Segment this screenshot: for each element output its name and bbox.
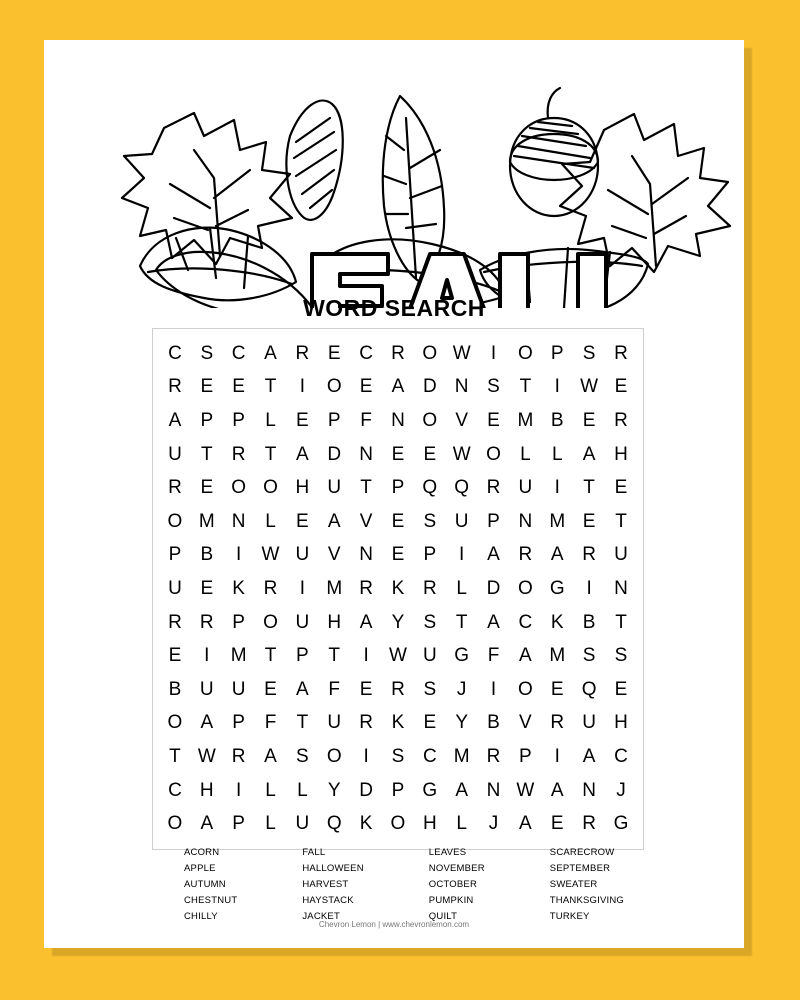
grid-letter[interactable]: R	[168, 376, 182, 398]
grid-letter[interactable]: T	[328, 645, 341, 667]
grid-letter[interactable]: R	[486, 745, 501, 767]
grid-letter[interactable]: R	[614, 342, 628, 364]
grid-letter[interactable]: C	[518, 611, 533, 633]
grid-letter[interactable]: P	[519, 745, 532, 767]
grid-letter[interactable]: J	[616, 779, 626, 801]
grid-letter[interactable]: E	[487, 409, 500, 431]
grid-letter[interactable]: M	[517, 409, 534, 431]
word-list-item[interactable]: THANKSGIVING	[549, 895, 624, 906]
grid-letter[interactable]: P	[550, 342, 564, 364]
grid-letter[interactable]: N	[614, 577, 628, 599]
grid-letter[interactable]: U	[422, 645, 437, 667]
grid-letter[interactable]: S	[423, 510, 437, 532]
grid-row	[159, 774, 637, 808]
grid-letter[interactable]: O	[517, 342, 533, 364]
grid-letter[interactable]: R	[582, 813, 596, 835]
grid-letter[interactable]: K	[550, 611, 564, 633]
grid-letter[interactable]: T	[264, 376, 277, 398]
grid-letter[interactable]: P	[200, 409, 214, 431]
grid-letter[interactable]: O	[263, 611, 278, 633]
grid-letter[interactable]: V	[327, 544, 341, 566]
word-list-item[interactable]: CHILLY	[184, 911, 218, 922]
grid-letter[interactable]: B	[582, 611, 596, 633]
grid-letter[interactable]: A	[264, 342, 277, 364]
grid-letter[interactable]: U	[454, 510, 469, 532]
word-list-item[interactable]: FALL	[302, 847, 326, 858]
grid-row	[159, 337, 637, 371]
grid-letter[interactable]: R	[422, 577, 437, 599]
grid-letter[interactable]: O	[326, 376, 342, 398]
grid-letter[interactable]: E	[168, 645, 182, 667]
grid-letter[interactable]: H	[295, 477, 310, 499]
grid-letter[interactable]: D	[486, 577, 501, 599]
grid-letter[interactable]: N	[454, 376, 469, 398]
grid-letter[interactable]: L	[551, 443, 563, 465]
word-list-item[interactable]: HAYSTACK	[302, 895, 354, 906]
grid-letter[interactable]: B	[550, 409, 564, 431]
grid-letter[interactable]: A	[168, 409, 182, 431]
grid-letter[interactable]: T	[615, 611, 627, 633]
grid-letter[interactable]: L	[265, 779, 276, 801]
grid-letter[interactable]: U	[327, 712, 342, 734]
grid-letter[interactable]: M	[326, 577, 343, 599]
grid-letter[interactable]: S	[423, 611, 437, 633]
grid-letter[interactable]: I	[554, 376, 560, 398]
grid-letter[interactable]: E	[232, 376, 245, 398]
grid-letter[interactable]: N	[359, 443, 373, 465]
grid-letter[interactable]: N	[231, 510, 246, 532]
grid-letter[interactable]: W	[261, 544, 280, 566]
grid-letter[interactable]: O	[390, 813, 406, 835]
grid-letter[interactable]: A	[550, 779, 564, 801]
grid-letter[interactable]: L	[265, 409, 276, 431]
grid-letter[interactable]: I	[490, 678, 497, 700]
grid-letter[interactable]: B	[487, 712, 500, 734]
grid-letter[interactable]: S	[582, 645, 596, 667]
grid-letter[interactable]: O	[167, 813, 183, 835]
grid-row	[159, 539, 637, 573]
grid-letter[interactable]: P	[232, 712, 245, 734]
word-list-item[interactable]: LEAVES	[428, 847, 467, 858]
grid-letter[interactable]: E	[359, 376, 373, 398]
grid-letter[interactable]: N	[486, 779, 501, 801]
word-list-item[interactable]: HALLOWEEN	[302, 863, 364, 874]
grid-row	[159, 471, 637, 505]
grid-letter[interactable]: E	[359, 678, 373, 700]
word-list-item[interactable]: AUTUMN	[184, 879, 226, 890]
letter-grid-table	[159, 337, 637, 841]
grid-letter[interactable]: L	[456, 577, 467, 599]
grid-letter[interactable]: R	[486, 477, 501, 499]
grid-letter[interactable]: F	[328, 678, 341, 700]
grid-letter[interactable]: S	[487, 376, 500, 398]
grid-letter[interactable]: D	[359, 779, 373, 801]
grid-letter[interactable]: Y	[327, 779, 341, 801]
grid-letter[interactable]: L	[520, 443, 531, 465]
grid-letter[interactable]: C	[168, 342, 182, 364]
word-list-item[interactable]: PUMPKIN	[428, 895, 474, 906]
grid-letter[interactable]: S	[200, 342, 214, 364]
grid-row	[159, 572, 637, 606]
grid-letter[interactable]: T	[455, 611, 468, 633]
grid-letter[interactable]: U	[168, 577, 182, 599]
word-list-item[interactable]: SEPTEMBER	[549, 863, 611, 874]
grid-letter[interactable]: T	[615, 510, 627, 532]
grid-letter[interactable]: L	[265, 813, 276, 835]
grid-row	[159, 707, 637, 741]
grid-letter[interactable]: A	[455, 779, 468, 801]
grid-letter[interactable]: D	[327, 443, 342, 465]
grid-letter[interactable]: A	[327, 510, 341, 532]
grid-letter[interactable]: E	[391, 443, 405, 465]
word-list-item[interactable]: ACORN	[184, 847, 220, 858]
grid-letter[interactable]: R	[359, 577, 373, 599]
grid-letter[interactable]: M	[549, 510, 566, 532]
grid-letter[interactable]: A	[487, 544, 500, 566]
grid-letter[interactable]: R	[295, 342, 310, 364]
word-list-item[interactable]: APPLE	[184, 863, 216, 874]
grid-letter[interactable]: J	[456, 678, 467, 700]
grid-letter[interactable]: A	[582, 745, 596, 767]
credit-line: Chevron Lemon | www.chevronlemon.com	[318, 920, 470, 929]
grid-letter[interactable]: S	[614, 645, 628, 667]
grid-letter[interactable]: O	[486, 443, 501, 465]
grid-letter[interactable]: I	[299, 376, 305, 398]
grid-letter[interactable]: D	[422, 376, 437, 398]
grid-letter[interactable]: E	[391, 510, 405, 532]
grid-letter[interactable]: U	[295, 813, 310, 835]
grid-letter[interactable]: I	[554, 477, 560, 499]
grid-letter[interactable]: S	[423, 678, 437, 700]
grid-letter[interactable]: U	[295, 611, 310, 633]
grid-letter[interactable]: H	[422, 813, 437, 835]
grid-letter[interactable]: P	[168, 544, 182, 566]
grid-letter[interactable]: E	[550, 678, 564, 700]
grid-letter[interactable]: E	[391, 544, 405, 566]
grid-letter[interactable]: A	[264, 745, 277, 767]
grid-row	[159, 807, 637, 841]
grid-letter[interactable]: A	[487, 611, 500, 633]
grid-letter[interactable]: M	[549, 645, 566, 667]
word-list-item[interactable]: NOVEMBER	[428, 863, 485, 874]
grid-letter[interactable]: E	[423, 712, 437, 734]
grid-letter[interactable]: I	[459, 544, 465, 566]
word-list-item[interactable]: CHESTNUT	[184, 895, 238, 906]
grid-letter[interactable]: O	[167, 510, 183, 532]
grid-letter[interactable]: E	[200, 477, 214, 499]
grid-letter[interactable]: P	[423, 544, 437, 566]
grid-letter[interactable]: I	[363, 745, 369, 767]
grid-row	[159, 740, 637, 774]
grid-letter[interactable]: O	[517, 678, 533, 700]
grid-letter[interactable]: M	[230, 645, 247, 667]
grid-letter[interactable]: Y	[455, 712, 468, 734]
grid-letter[interactable]: C	[614, 745, 628, 767]
grid-letter[interactable]: U	[582, 712, 596, 734]
grid-letter[interactable]: O	[263, 477, 278, 499]
grid-letter[interactable]: B	[168, 678, 182, 700]
grid-letter[interactable]: I	[204, 645, 210, 667]
grid-letter[interactable]: L	[456, 813, 467, 835]
grid-letter[interactable]: U	[168, 443, 182, 465]
grid-letter[interactable]: B	[200, 544, 214, 566]
grid-letter[interactable]: R	[550, 712, 565, 734]
word-list	[184, 845, 624, 925]
grid-letter[interactable]: R	[231, 443, 246, 465]
grid-letter[interactable]: L	[297, 779, 308, 801]
grid-letter[interactable]: W	[197, 745, 216, 767]
grid-letter[interactable]: S	[296, 745, 309, 767]
grid-letter[interactable]: I	[490, 342, 497, 364]
word-list-item[interactable]: HARVEST	[302, 879, 349, 890]
grid-letter[interactable]: E	[614, 376, 628, 398]
grid-letter[interactable]: P	[487, 510, 500, 532]
grid-letter[interactable]: A	[519, 813, 532, 835]
word-list-item[interactable]: QUILT	[428, 911, 458, 922]
grid-letter[interactable]: G	[422, 779, 438, 801]
grid-letter[interactable]: S	[391, 745, 405, 767]
grid-letter[interactable]: V	[359, 510, 373, 532]
grid-letter[interactable]: C	[168, 779, 182, 801]
grid-letter[interactable]: T	[519, 376, 532, 398]
grid-letter[interactable]: W	[516, 779, 535, 801]
grid-letter[interactable]: U	[327, 477, 342, 499]
grid-letter[interactable]: J	[488, 813, 499, 835]
grid-letter[interactable]: I	[236, 544, 242, 566]
grid-letter[interactable]: R	[614, 409, 628, 431]
grid-letter[interactable]: O	[326, 745, 342, 767]
grid-letter[interactable]: V	[455, 409, 468, 431]
grid-letter[interactable]: Q	[454, 477, 470, 499]
grid-letter[interactable]: T	[169, 745, 181, 767]
grid-letter[interactable]: G	[613, 813, 629, 835]
grid-letter[interactable]: W	[580, 376, 599, 398]
grid-letter[interactable]: L	[265, 510, 276, 532]
grid-letter[interactable]: P	[296, 645, 309, 667]
grid-letter[interactable]: K	[391, 577, 405, 599]
grid-letter[interactable]: E	[423, 443, 437, 465]
grid-letter[interactable]: E	[296, 409, 309, 431]
grid-row	[159, 371, 637, 405]
grid-letter[interactable]: T	[264, 443, 277, 465]
grid-letter[interactable]: W	[452, 342, 471, 364]
grid-letter[interactable]: E	[550, 813, 564, 835]
grid-letter[interactable]: I	[554, 745, 560, 767]
grid-letter[interactable]: U	[614, 544, 628, 566]
fall-leaves-illustration	[44, 58, 744, 308]
grid-letter[interactable]: R	[518, 544, 533, 566]
grid-row	[159, 606, 637, 640]
grid-letter[interactable]: C	[231, 342, 246, 364]
grid-letter[interactable]: C	[422, 745, 437, 767]
word-list-column	[550, 845, 624, 925]
grid-letter[interactable]: K	[391, 712, 405, 734]
grid-letter[interactable]: A	[359, 611, 373, 633]
grid-letter[interactable]: T	[200, 443, 213, 465]
grid-letter[interactable]: I	[363, 645, 369, 667]
grid-letter[interactable]: H	[614, 443, 628, 465]
grid-letter[interactable]: R	[391, 678, 405, 700]
grid-letter[interactable]: E	[200, 577, 214, 599]
grid-letter[interactable]: R	[359, 712, 373, 734]
grid-letter[interactable]: T	[296, 712, 309, 734]
grid-letter[interactable]: H	[614, 712, 628, 734]
grid-letter[interactable]: E	[582, 409, 596, 431]
grid-letter[interactable]: T	[583, 477, 595, 499]
page-subtitle: WORD SEARCH	[303, 295, 485, 321]
grid-letter[interactable]: A	[200, 712, 214, 734]
grid-letter[interactable]: O	[517, 577, 533, 599]
grid-letter[interactable]: E	[327, 342, 341, 364]
grid-letter[interactable]: N	[391, 409, 405, 431]
grid-letter[interactable]: K	[359, 813, 373, 835]
grid-letter[interactable]: P	[232, 611, 245, 633]
word-list-column	[184, 845, 237, 925]
grid-letter[interactable]: Y	[391, 611, 405, 633]
grid-letter[interactable]: T	[264, 645, 277, 667]
word-list-item[interactable]: OCTOBER	[428, 879, 478, 890]
grid-letter[interactable]: A	[550, 544, 564, 566]
grid-row	[159, 404, 637, 438]
grid-letter[interactable]: N	[359, 544, 373, 566]
grid-letter[interactable]: K	[232, 577, 245, 599]
grid-letter[interactable]: Q	[581, 678, 597, 700]
word-list-item[interactable]: SWEATER	[549, 879, 598, 890]
grid-letter[interactable]: E	[614, 477, 628, 499]
grid-row	[159, 438, 637, 472]
worksheet-page	[44, 40, 744, 948]
grid-letter[interactable]: T	[360, 477, 372, 499]
grid-letter[interactable]: F	[360, 409, 372, 431]
grid-letter[interactable]: F	[487, 645, 500, 667]
grid-letter[interactable]: H	[199, 779, 214, 801]
word-list-item[interactable]: TURKEY	[549, 911, 590, 922]
grid-letter[interactable]: G	[549, 577, 565, 599]
grid-letter[interactable]: W	[388, 645, 407, 667]
grid-letter[interactable]: O	[167, 712, 183, 734]
grid-letter[interactable]: U	[199, 678, 214, 700]
grid-letter[interactable]: O	[422, 409, 438, 431]
grid-letter[interactable]: N	[582, 779, 596, 801]
grid-letter[interactable]: C	[359, 342, 373, 364]
grid-letter[interactable]: P	[391, 477, 405, 499]
grid-letter[interactable]: R	[168, 477, 182, 499]
grid-letter[interactable]: R	[168, 611, 182, 633]
grid-letter[interactable]: V	[519, 712, 532, 734]
grid-letter[interactable]: A	[200, 813, 214, 835]
grid-letter[interactable]: O	[231, 477, 247, 499]
grid-letter[interactable]: U	[295, 544, 310, 566]
grid-letter[interactable]: O	[422, 342, 438, 364]
word-list-column	[302, 845, 363, 925]
grid-letter[interactable]: W	[452, 443, 471, 465]
grid-letter[interactable]: S	[582, 342, 596, 364]
grid-letter[interactable]: R	[231, 745, 246, 767]
grid-letter[interactable]: U	[231, 678, 246, 700]
grid-letter[interactable]: E	[296, 510, 309, 532]
word-list-item[interactable]: SCARECROW	[549, 847, 615, 858]
grid-letter[interactable]: E	[200, 376, 214, 398]
grid-letter[interactable]: A	[296, 443, 309, 465]
grid-letter[interactable]: R	[199, 611, 214, 633]
grid-letter[interactable]: P	[327, 409, 341, 431]
grid-letter[interactable]: A	[582, 443, 596, 465]
grid-letter[interactable]: E	[614, 678, 628, 700]
grid-letter[interactable]: H	[327, 611, 342, 633]
word-search-grid	[152, 328, 644, 850]
grid-letter[interactable]: I	[586, 577, 592, 599]
grid-row	[159, 673, 637, 707]
grid-letter[interactable]: U	[518, 477, 533, 499]
grid-letter[interactable]: Q	[326, 813, 342, 835]
word-list-column	[429, 845, 485, 925]
grid-row	[159, 639, 637, 673]
grid-letter[interactable]: P	[391, 779, 405, 801]
grid-letter[interactable]: E	[264, 678, 277, 700]
grid-letter[interactable]: F	[264, 712, 277, 734]
grid-letter[interactable]: R	[263, 577, 278, 599]
grid-letter[interactable]: R	[391, 342, 405, 364]
grid-letter[interactable]: M	[198, 510, 215, 532]
grid-letter[interactable]: A	[296, 678, 309, 700]
grid-letter[interactable]: I	[299, 577, 305, 599]
grid-letter[interactable]: P	[232, 813, 245, 835]
grid-row	[159, 505, 637, 539]
grid-letter[interactable]: G	[454, 645, 470, 667]
grid-letter[interactable]: R	[582, 544, 596, 566]
grid-letter[interactable]: P	[232, 409, 245, 431]
grid-letter[interactable]: A	[391, 376, 405, 398]
grid-letter[interactable]: Q	[422, 477, 438, 499]
grid-letter[interactable]: I	[236, 779, 242, 801]
grid-letter[interactable]: M	[453, 745, 470, 767]
grid-letter[interactable]: N	[518, 510, 533, 532]
word-list-item[interactable]: JACKET	[302, 911, 340, 922]
grid-letter[interactable]: E	[582, 510, 596, 532]
grid-letter[interactable]: A	[519, 645, 532, 667]
